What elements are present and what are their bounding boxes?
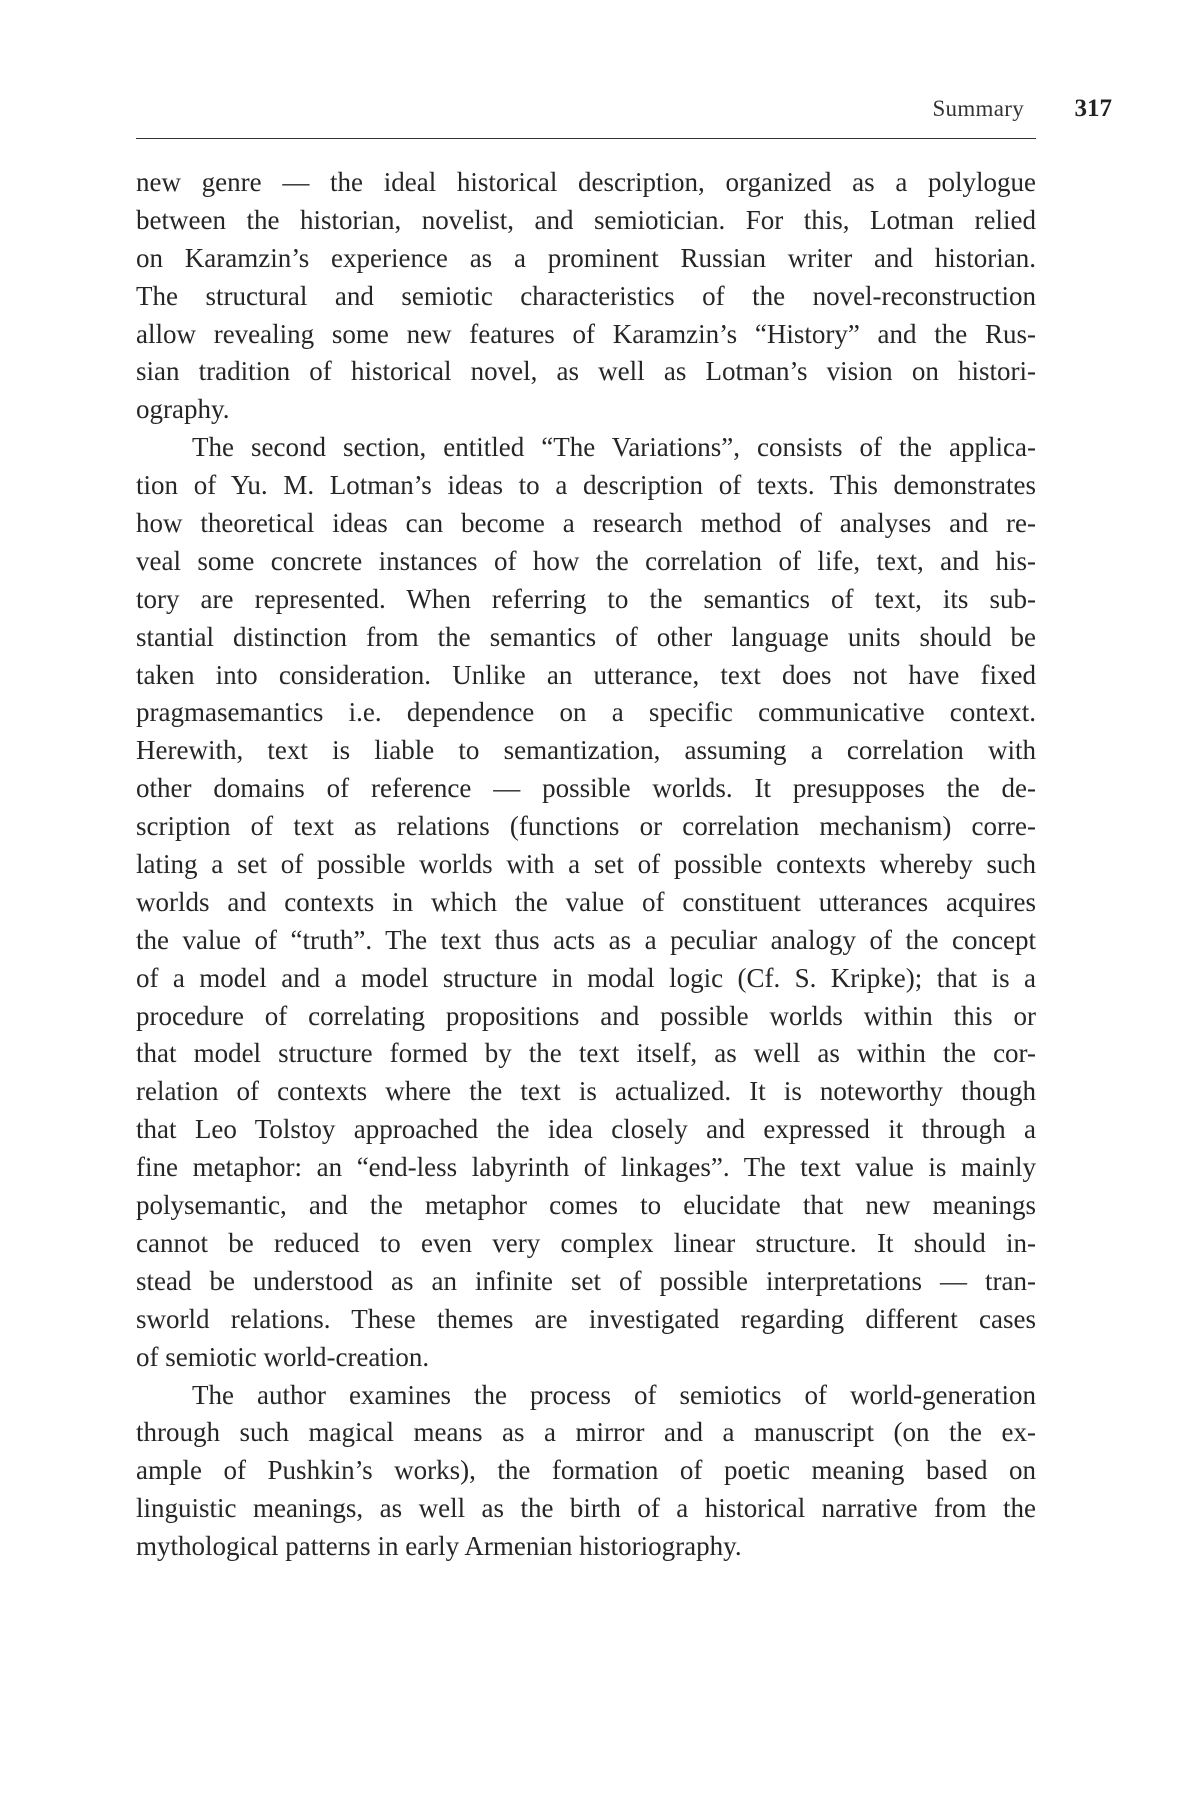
text-line: of semiotic world-creation.	[136, 1341, 430, 1372]
text-line: cannot be reduced to even very complex linear structure. It should in-	[136, 1227, 1036, 1258]
running-title: Summary	[932, 96, 1024, 121]
text-line: veal some concrete instances of how the correlation of life, text, and his-	[136, 545, 1036, 576]
text-line: Herewith, text is liable to semantization, assuming a correlation with	[136, 735, 1036, 766]
text-line: between the historian, novelist, and semiotician. For this, Lotman relied	[136, 204, 1036, 235]
text-line: the value of “truth”. The text thus acts as a peculiar analogy of the concept	[136, 924, 1036, 955]
paragraph	[136, 164, 1036, 429]
text-line: ography.	[136, 394, 230, 425]
text-line: mythological patterns in early Armenian historiography.	[136, 1531, 742, 1562]
text-line: stead be understood as an infinite set of possible interpretations — tran-	[136, 1265, 1036, 1296]
text-line: ample of Pushkin’s works), the formation of poetic meaning based on	[136, 1455, 1036, 1486]
text-line: tory are represented. When referring to the semantics of text, its sub-	[136, 583, 1036, 614]
text-line: of a model and a model structure in modal logic (Cf. S. Kripke); that is a	[136, 962, 1036, 993]
text-line: stantial distinction from the semantics of other language units should be	[136, 621, 1036, 652]
text-line: tion of Yu. M. Lotman’s ideas to a description of texts. This demonstrates	[136, 470, 1036, 501]
paragraph	[136, 429, 1036, 1376]
text-line: pragmasemantics i.e. dependence on a specific communicative context.	[136, 697, 1036, 728]
text-line: lating a set of possible worlds with a set of possible contexts whereby such	[136, 849, 1036, 880]
body-text	[136, 164, 1036, 1566]
text-line: The second section, entitled “The Variations”, consists of the applica-	[192, 432, 1036, 463]
text-line: sworld relations. These themes are investigated regarding different cases	[136, 1303, 1036, 1334]
text-line: new genre — the ideal historical description, organized as a polylogue	[136, 167, 1036, 197]
text-line: The structural and semiotic characteristics of the novel-reconstruction	[136, 280, 1036, 311]
text-line: on Karamzin’s experience as a prominent Russian writer and historian.	[136, 242, 1036, 273]
text-line: allow revealing some new features of Karamzin’s “History” and the Rus-	[136, 318, 1036, 349]
text-line: sian tradition of historical novel, as well as Lotman’s vision on histori-	[136, 356, 1036, 387]
text-line: worlds and contexts in which the value of constituent utterances acquires	[136, 886, 1036, 917]
text-line: that Leo Tolstoy approached the idea closely and expressed it through a	[136, 1114, 1036, 1145]
text-line: scription of text as relations (functions or correlation mechanism) corre-	[136, 811, 1036, 842]
text-line: procedure of correlating propositions and possible worlds within this or	[136, 1000, 1036, 1031]
page-number: 317	[1074, 95, 1112, 122]
header-rule	[136, 138, 1036, 139]
text-line: taken into consideration. Unlike an utterance, text does not have fixed	[136, 659, 1036, 690]
text-line: that model structure formed by the text itself, as well as within the cor-	[136, 1038, 1036, 1069]
text-line: other domains of reference — possible worlds. It presupposes the de-	[136, 773, 1036, 804]
paragraph	[136, 1377, 1036, 1566]
text-line: through such magical means as a mirror and a manuscript (on the ex-	[136, 1417, 1036, 1448]
text-line: fine metaphor: an “end-less labyrinth of linkages”. The text value is mainly	[136, 1152, 1036, 1183]
running-head	[136, 96, 1112, 136]
text-line: The author examines the process of semiotics of world-generation	[192, 1379, 1036, 1410]
text-line: linguistic meanings, as well as the birth of a historical narrative from the	[136, 1493, 1036, 1524]
text-line: polysemantic, and the metaphor comes to elucidate that new meanings	[136, 1190, 1036, 1221]
text-line: how theoretical ideas can become a research method of analyses and re-	[136, 508, 1036, 539]
text-line: relation of contexts where the text is actualized. It is noteworthy though	[136, 1076, 1036, 1107]
